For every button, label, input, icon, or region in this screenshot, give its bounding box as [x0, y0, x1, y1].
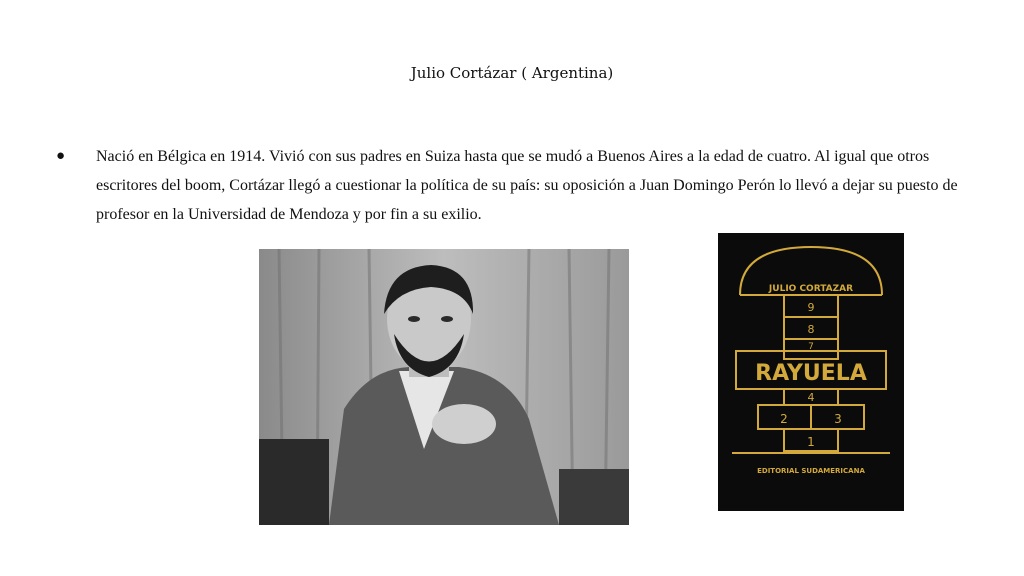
hop-number: 3 [834, 412, 842, 426]
book-title: RAYUELA [755, 361, 867, 386]
portrait-photo-icon [259, 249, 629, 525]
book-cover [718, 233, 904, 511]
bullet-marker: ● [56, 148, 66, 164]
hop-number: 4 [807, 391, 815, 404]
bullet-item [56, 142, 976, 229]
hop-number: 8 [807, 323, 815, 336]
hop-number: 2 [780, 412, 788, 426]
book-author: JULIO CORTAZAR [768, 284, 854, 294]
slide-title: Julio Cortázar ( Argentina) [410, 64, 614, 82]
book-publisher: EDITORIAL SUDAMERICANA [757, 467, 865, 475]
hop-number: 1 [807, 435, 815, 449]
hop-number: 7 [808, 342, 814, 352]
hop-number: 9 [807, 301, 815, 314]
book-cover-art [718, 233, 904, 511]
author-photo [259, 249, 629, 525]
bullet-text: Nació en Bélgica en 1914. Vivió con sus padres en Suiza hasta que se mudó a Buenos Aires a la edad de cuatro. Al igual que otros escritores del boom, Cortázar llegó a cuestionar la política de su país: su oposición a Juan Domingo Perón lo llevó a dejar su puesto de profesor en la Universidad de Mendoza y por fin a su exilio. [96, 148, 958, 223]
